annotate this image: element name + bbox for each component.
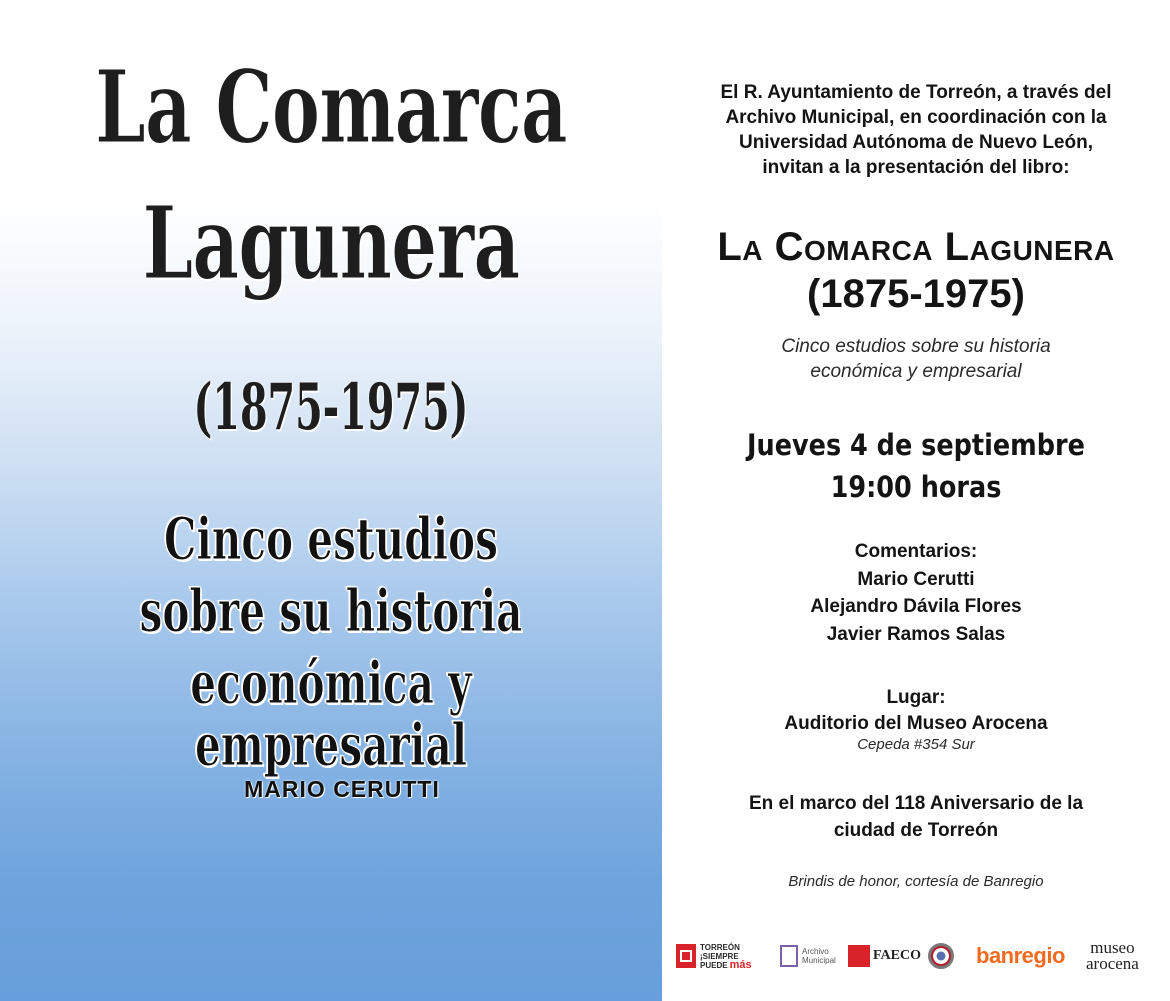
torreon-logo-line: TORREÓN xyxy=(700,942,740,952)
commentator-name: Javier Ramos Salas xyxy=(826,623,1006,645)
place-label: Lugar: xyxy=(886,687,946,708)
commentators-label: Comentarios: xyxy=(854,541,978,562)
banregio-logo xyxy=(976,934,1065,978)
university-seal-logo xyxy=(928,934,954,978)
intro-line: El R. Ayuntamiento de Torreón, a través del xyxy=(720,82,1112,103)
cover-years: (1875-1975) xyxy=(193,370,469,445)
invitation-panel xyxy=(662,0,1170,1001)
torreon-logo-puede: PUEDE xyxy=(700,960,728,970)
archivo-municipal-logo xyxy=(780,934,836,978)
commentator-name: Alejandro Dávila Flores xyxy=(810,596,1022,617)
anniversary-line: ciudad de Torreón xyxy=(833,820,999,841)
intro-line: Archivo Municipal, en coordinación con la xyxy=(725,107,1107,128)
event-date: Jueves 4 de septiembre xyxy=(747,428,1085,462)
book-subtitle xyxy=(662,334,1170,384)
anniversary-line: En el marco del 118 Aniversario de la xyxy=(748,793,1084,814)
torreon-logo xyxy=(676,934,752,978)
commentator-name: Mario Cerutti xyxy=(857,568,975,590)
faeco-logo-text: FAECO xyxy=(873,948,921,963)
intro-line: invitan a la presentación del libro: xyxy=(762,157,1070,178)
archivo-logo-text xyxy=(802,947,836,965)
museo-logo-line: arocena xyxy=(1086,954,1139,973)
archivo-logo-line: Municipal xyxy=(802,956,836,965)
cover-author: MARIO CERUTTI xyxy=(244,776,440,802)
book-subtitle-line: Cinco estudios sobre su historia xyxy=(781,336,1051,357)
commentators-block xyxy=(662,538,1170,648)
sponsor-logos xyxy=(676,934,1156,978)
invitation-intro xyxy=(662,80,1170,180)
torreon-logo-mas: más xyxy=(729,958,752,971)
torreon-logo-text xyxy=(700,943,752,970)
intro-line: Universidad Autónoma de Nuevo León, xyxy=(738,132,1093,153)
torreon-logo-line: ¡SIEMPRE xyxy=(700,951,739,961)
cover-subtitle-line2: sobre su historia xyxy=(139,577,523,645)
faeco-logo xyxy=(848,934,921,978)
museo-logo-text xyxy=(1086,940,1139,972)
cover-subtitle-line1: Cinco estudios xyxy=(164,505,498,573)
museo-arocena-logo xyxy=(1086,934,1139,978)
cover-title-line1: La Comarca xyxy=(95,48,567,166)
cover-title-line2: Lagunera xyxy=(142,184,520,302)
museo-logo-line: museo xyxy=(1090,938,1135,957)
place-name: Auditorio del Museo Arocena xyxy=(784,713,1048,734)
event-time: 19:00 horas xyxy=(830,470,1002,504)
archivo-building-icon xyxy=(780,945,798,967)
banregio-logo-text: banregio xyxy=(976,943,1065,968)
book-years: (1875-1975) xyxy=(807,272,1025,316)
book-subtitle-line: económica y empresarial xyxy=(810,361,1022,382)
anniversary-note xyxy=(662,790,1170,844)
torreon-castle-icon xyxy=(676,944,696,968)
seal-icon xyxy=(928,943,954,969)
archivo-logo-line: Archivo xyxy=(802,947,829,956)
faeco-emblem-icon xyxy=(848,945,870,967)
toast-note: Brindis de honor, cortesía de Banregio xyxy=(788,873,1044,890)
place-address: Cepeda #354 Sur xyxy=(857,736,975,753)
torreon-logo-line xyxy=(700,958,752,971)
book-title: La Comarca Lagunera xyxy=(717,225,1115,269)
event-datetime xyxy=(692,424,1139,508)
cover-subtitle-line3: económica y empresarial xyxy=(190,649,472,779)
